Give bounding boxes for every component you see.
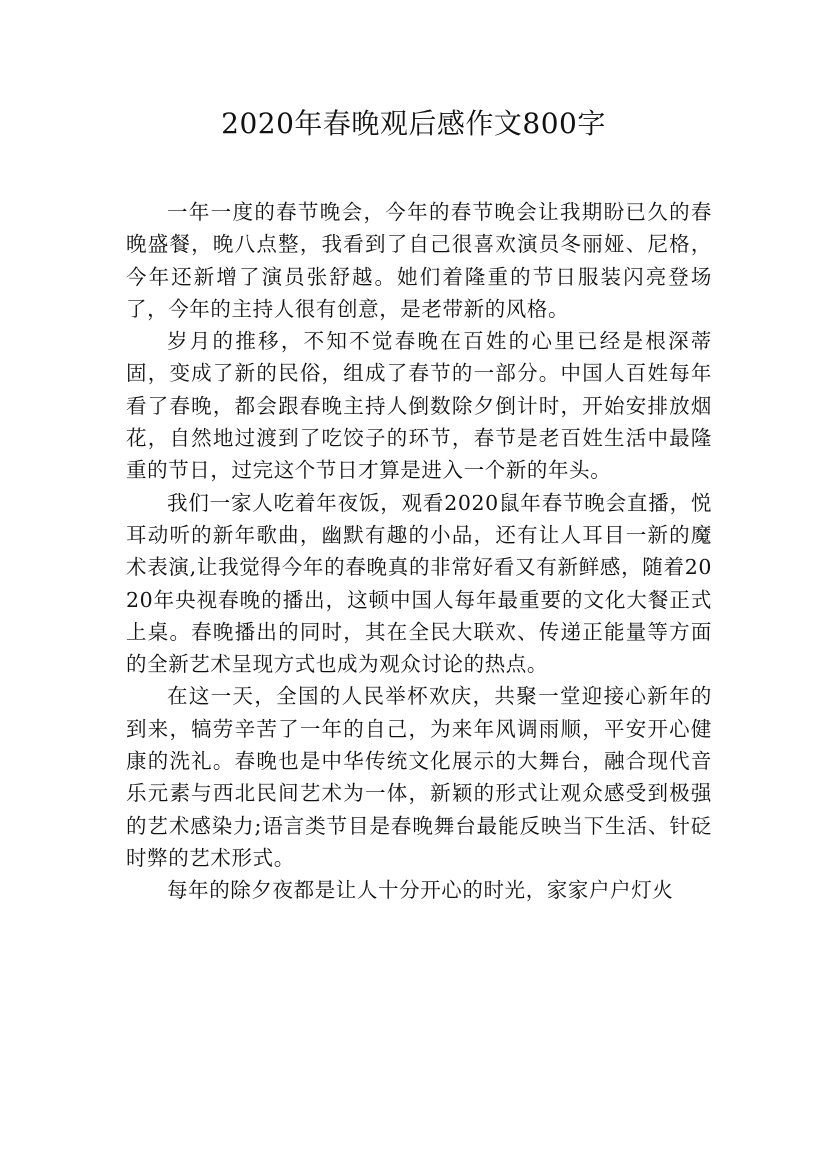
paragraph: 每年的除夕夜都是让人十分开心的时光，家家户户灯火 xyxy=(167,878,674,903)
paragraph: 岁月的推移，不知不觉春晚在百姓的心里已经是根深蒂固，变成了新的民俗，组成了春节的一部分。中国人百姓每年看了春晚，都会跟春晚主持人倒数除夕倒计时，开始安排放烟花，自然地过渡到了吃饺子的环节，春节是老百姓生活中最隆重的节日，过完这个节日才算是进入一个新的年头。 xyxy=(126,329,712,483)
paragraph: 我们一家人吃着年夜饭，观看2020鼠年春节晚会直播，悦耳动听的新年歌曲，幽默有趣的小品，还有让人耳目一新的魔术表演,让我觉得今年的春晚真的非常好看又有新鲜感，随着2020年央视春晚的播出，这顿中国人每年最重要的文化大餐正式上桌。春晚播出的同时，其在全民大联欢、传递正能量等方面的全新艺术呈现方式也成为观众讨论的热点。 xyxy=(126,490,712,677)
document-title: 2020年春晚观后感作文800字 xyxy=(221,107,606,140)
paragraph: 一年一度的春节晚会，今年的春节晚会让我期盼已久的春晚盛餐，晚八点整，我看到了自己很喜欢演员冬丽娅、尼格，今年还新增了演员张舒越。她们着隆重的节日服装闪亮登场了，今年的主持人很有创意，是老带新的风格。 xyxy=(126,200,712,321)
document-body xyxy=(126,196,712,907)
paragraph: 在这一天，全国的人民举杯欢庆，共聚一堂迎接心新年的到来，犒劳辛苦了一年的自己，为来年风调雨顺，平安开心健康的洗礼。春晚也是中华传统文化展示的大舞台，融合现代音乐元素与西北民间艺术为一体，新颖的形式让观众感受到极强的艺术感染力;语言类节目是春晚舞台最能反映当下生活、针砭时弊的艺术形式。 xyxy=(126,684,712,870)
